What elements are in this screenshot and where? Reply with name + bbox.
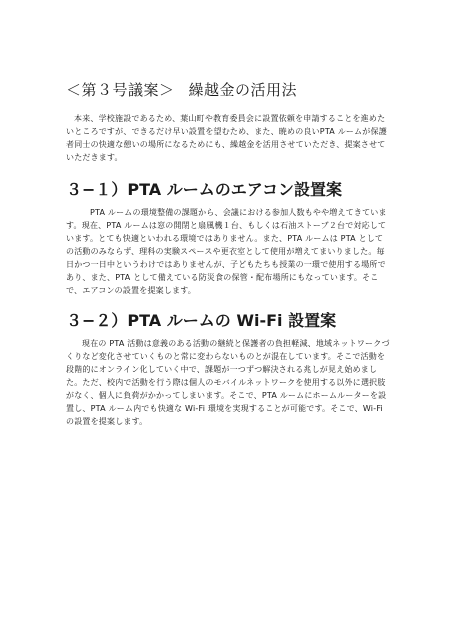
section-wifi xyxy=(66,311,390,428)
section-heading-aircon: ３−１）PTA ルームのエアコン設置案 xyxy=(66,180,342,199)
section-aircon xyxy=(66,180,390,297)
intro-paragraph: 本来、学校施設であるため、葉山町や教育委員会に設置依頼を申請することを進めたいところですが、できるだけ早い設置を望むため、また、暁めの良いPTA ルームが保護者同士の快適な憩いの場所になるためにも、繰越金を活用させていただき、提案させていただきます。 xyxy=(66,114,387,162)
section-body-wifi: 現在の PTA 活動は意義のある活動の継続と保護者の負担軽減、地域ネットワークづくりなど変化させていくものと常に変わらないものとが混在しています。そこで活動を段階的にオンライン化していく中で、課題が一つずつ解決される兆しが見え始めました。ただ、校内で活動を行う際は個人のモバイルネットワークを使用する以外に選択肢がなく、個人に負荷がかかってしまいます。そこで、PTA ルームにホームルーターを設置し、PTA ルーム内でも快適な Wi-Fi 環境を実現することが可能です。そこで、Wi-Fi の設置を提案します。 xyxy=(66,339,390,426)
section-heading-wifi: ３−２）PTA ルームの Wi-Fi 設置案 xyxy=(66,311,337,330)
agenda-subject: 繰越金の活用法 xyxy=(188,81,298,99)
agenda-title xyxy=(66,80,390,100)
section-body-aircon: PTA ルームの環境整備の課題から、会議における参加人数もやや増えてきています。現在、PTA ルームは窓の開閉と扇風機１台、もしくは石油ストーブ２台で対応しています。とても快適といわれる環境ではありません。また、PTA ルームは PTA としての活動のみならず、理科の実験スペースや更衣室として使用が増えてまいりました。毎日かつ一日中というわけではありませんが、子どもたちも授業の一環で使用する場所であり、また、PTA として備えている防災食の保管・配布場所にもなっています。そこで、エアコンの設置を提案します。 xyxy=(66,208,387,295)
intro-block xyxy=(66,112,390,164)
agenda-number: ＜第３号議案＞ xyxy=(66,81,175,99)
